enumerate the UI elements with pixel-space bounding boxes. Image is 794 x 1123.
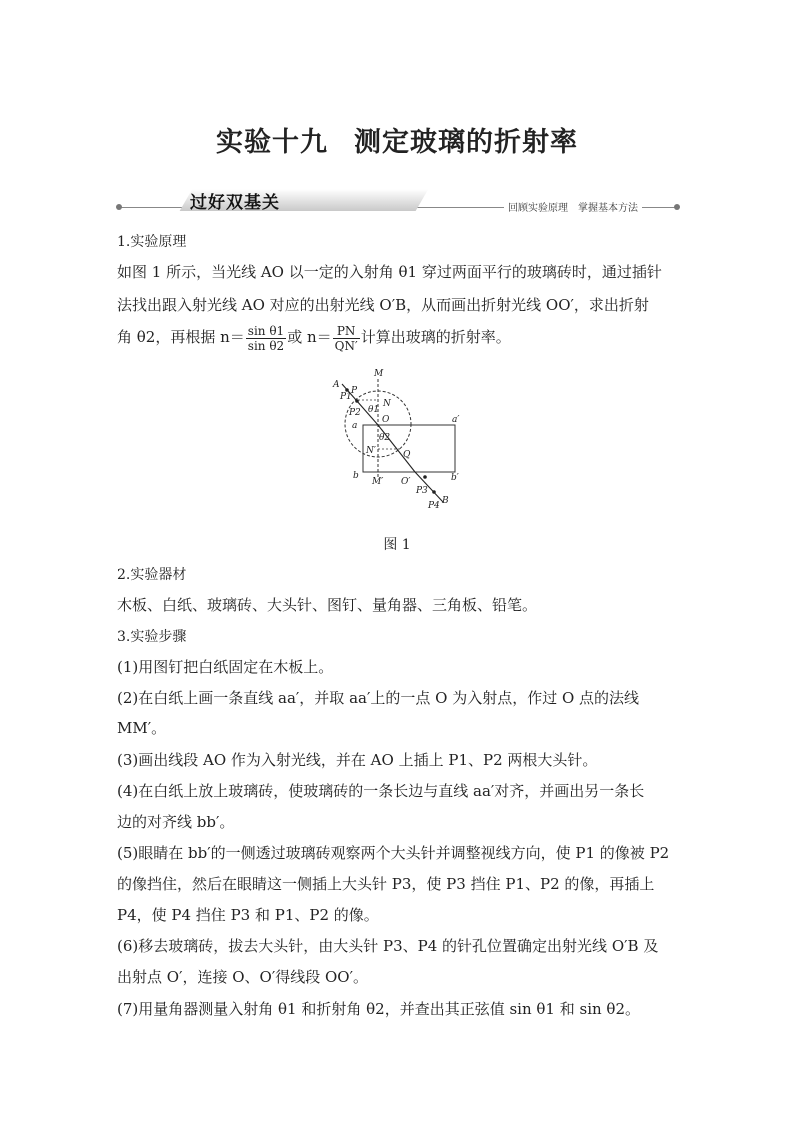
line3-c: 计算出玻璃的折射率。: [360, 328, 511, 346]
label-P2: P2: [349, 408, 361, 418]
banner-dot-left: [116, 204, 122, 210]
step-5-line1: (5)眼睛在 bb′的一侧透过玻璃砖观察两个大头针并调整视线方向，使 P1 的像被 P2: [117, 844, 670, 862]
step-4-line1: (4)在白纸上放上玻璃砖，使玻璃砖的一条长边与直线 aa′对齐，并画出另一条长: [117, 782, 645, 800]
banner-right-text: 回顾实验原理 掌握基本方法: [504, 199, 642, 214]
label-a: a: [352, 421, 358, 431]
step-5-line3: P4，使 P4 挡住 P3 和 P1、P2 的像。: [117, 906, 379, 924]
line3-a: 角 θ2，再根据 n＝: [117, 328, 245, 346]
label-N: N: [383, 399, 391, 409]
label-b: b: [353, 471, 359, 481]
label-O: O: [382, 415, 390, 425]
label-M: M: [374, 369, 384, 379]
step-6-line2: 出射点 O′，连接 O、O′得线段 OO′。: [117, 968, 369, 986]
figure-caption: 图 1: [383, 537, 411, 553]
step-7: (7)用量角器测量入射角 θ1 和折射角 θ2，并查出其正弦值 sin θ1 和 sin θ2。: [117, 1000, 641, 1018]
section2-heading: 2.实验器材: [117, 567, 187, 583]
step-5-line2: 的像挡住，然后在眼睛这一侧插上大头针 P3，使 P3 挡住 P1、P2 的像，再插上: [117, 875, 655, 893]
step-6-line1: (6)移去玻璃砖，拔去大头针，由大头针 P3、P4 的针孔位置确定出射光线 O′B 及: [117, 937, 659, 955]
step-3: (3)画出线段 AO 作为入射光线，并在 AO 上插上 P1、P2 两根大头针。: [117, 751, 598, 769]
section2-line1: 木板、白纸、玻璃砖、大头针、图钉、量角器、三角板、铅笔。: [117, 596, 538, 614]
step-2-line2: MM′。: [117, 719, 167, 737]
page-title: [0, 120, 794, 159]
label-Q: Q: [403, 450, 411, 460]
step-2-line1: (2)在白纸上画一条直线 aa′，并取 aa′上的一点 O 为入射点，作过 O 点的法线: [117, 689, 640, 707]
label-theta2: θ2: [379, 433, 391, 443]
banner-dot-right: [674, 204, 680, 210]
formula-sine-ratio: [246, 324, 286, 353]
section1-line3: [117, 322, 679, 353]
frac2-num: PN: [333, 324, 360, 339]
pin-P2: [355, 399, 359, 403]
frac1-num: sin θ1: [247, 323, 285, 338]
step-4-line2: 边的对齐线 bb′。: [117, 813, 235, 831]
label-theta1: θ1: [368, 405, 380, 415]
label-P4: P4: [428, 501, 440, 511]
label-P: P: [351, 386, 358, 396]
section1-heading: 1.实验原理: [117, 234, 187, 250]
banner-label: 过好双基关: [190, 193, 280, 213]
line3-b: 或 n＝: [287, 328, 332, 346]
section1-line2: 法找出跟入射光线 AO 对应的出射光线 O′B，从而画出折射光线 OO′，求出折射: [117, 296, 649, 314]
section1-line1: 如图 1 所示，当光线 AO 以一定的入射角 θ1 穿过两面平行的玻璃砖时，通过插针: [117, 263, 662, 281]
section-banner: [118, 186, 678, 226]
label-P1: P1: [340, 392, 352, 402]
section3-heading: 3.实验步骤: [117, 629, 187, 645]
label-M-prime: M′: [372, 477, 384, 487]
frac1-den: sin θ2: [247, 338, 285, 353]
label-a-prime: a′: [452, 415, 460, 425]
label-A: A: [333, 380, 340, 390]
refraction-diagram: [330, 365, 480, 515]
label-O-prime: O′: [401, 477, 411, 487]
pin-P4: [432, 490, 436, 494]
label-N-prime: N′: [366, 446, 376, 456]
label-P3: P3: [416, 486, 428, 496]
title-part1: 实验十九: [216, 127, 328, 158]
formula-length-ratio: [333, 324, 360, 353]
label-b-prime: b′: [451, 473, 459, 483]
step-1: (1)用图钉把白纸固定在木板上。: [117, 658, 334, 676]
pin-P3: [423, 475, 427, 479]
frac2-den: QN′: [334, 338, 358, 353]
title-part2: 测定玻璃的折射率: [354, 127, 578, 158]
label-B: B: [442, 496, 449, 506]
